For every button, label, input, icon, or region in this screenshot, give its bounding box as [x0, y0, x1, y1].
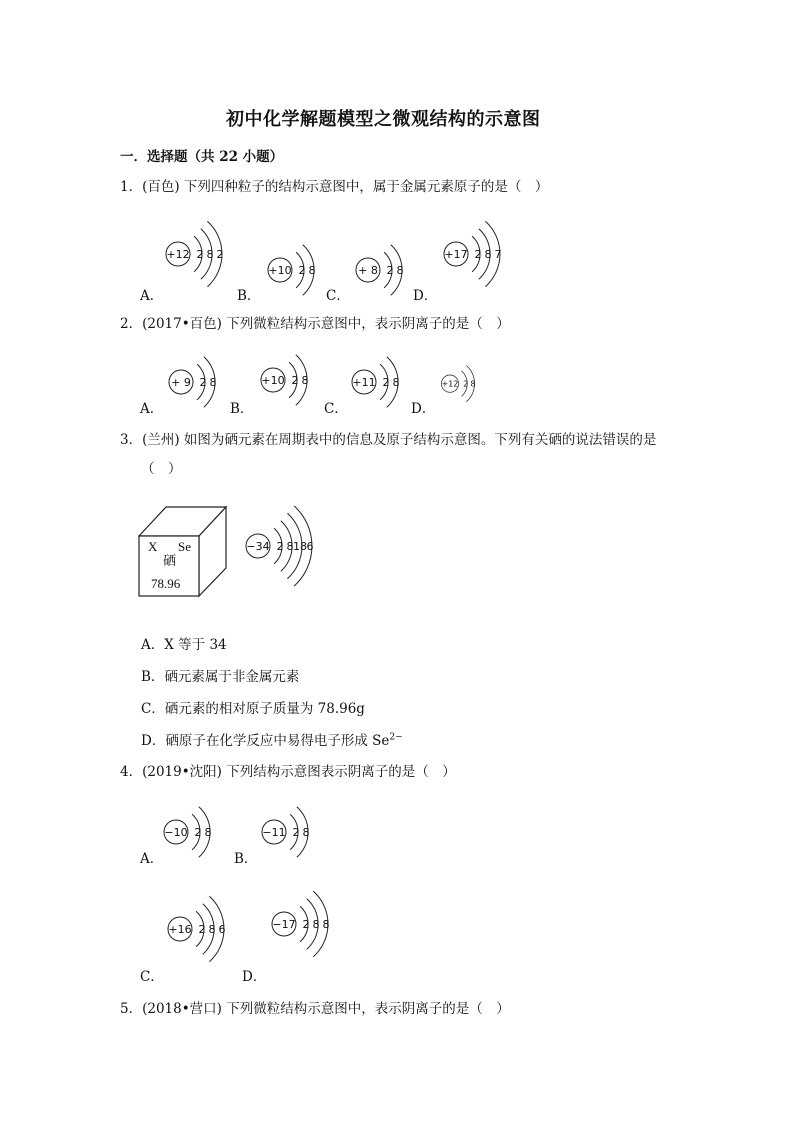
atom-diagram-q1-b	[262, 226, 328, 314]
option-q3-d-label: D．	[141, 733, 166, 749]
nucleus-charge: +12	[441, 379, 459, 389]
element-card-x-label: X	[148, 539, 158, 554]
atom-diagram-svg	[266, 876, 342, 972]
electron-count: 2	[382, 376, 390, 389]
option-label-q2-c: C．	[324, 401, 348, 417]
atom-diagram-svg	[346, 338, 412, 426]
section-heading: 一．选择题（共 22 小题）	[120, 149, 284, 165]
nucleus-charge: +10	[261, 374, 285, 387]
option-label-q1-c: C．	[326, 288, 350, 304]
electron-count: 6	[306, 540, 314, 553]
nucleus-charge: + 8	[358, 264, 378, 277]
nucleus-charge: −17	[272, 918, 296, 931]
electron-count: 2	[463, 379, 469, 389]
option-label-q4-c: C．	[140, 969, 164, 985]
electron-count: 2	[292, 826, 300, 839]
option-label-q1-a: A．	[140, 288, 164, 304]
atom-diagram-svg	[158, 788, 224, 876]
nucleus-charge: −34	[246, 540, 270, 553]
atom-diagram-svg	[240, 494, 326, 598]
nucleus-charge: −10	[164, 826, 188, 839]
atom-diagram-svg	[262, 226, 328, 314]
atom-diagram-q2-b	[255, 336, 321, 424]
electron-count: 2	[474, 248, 482, 261]
electron-count: 2	[291, 374, 299, 387]
atom-diagram-svg	[256, 788, 322, 876]
atom-diagram-svg	[162, 881, 238, 977]
option-q3-b-label: B．	[141, 669, 165, 685]
element-card-cube	[138, 506, 230, 598]
option-q3-b	[141, 665, 299, 685]
element-card-mass: 78.96	[151, 576, 181, 591]
electron-count: 8	[392, 376, 400, 389]
option-label-q1-b: B．	[237, 288, 261, 304]
electron-count: 2	[298, 264, 306, 277]
option-q3-c-text: 硒元素的相对原子质量为 78.96g	[164, 701, 365, 717]
electron-count: 8	[308, 264, 316, 277]
nucleus-charge: + 9	[171, 376, 191, 389]
option-q3-a	[141, 633, 227, 653]
atom-diagram-svg	[438, 206, 514, 302]
electron-count: 8	[312, 918, 320, 931]
electron-count: 8	[484, 248, 492, 261]
question-5-stem: 5．(2018•营口) 下列微粒结构示意图中，表示阴离子的是（ ）	[120, 1001, 510, 1017]
electron-count: 7	[494, 248, 502, 261]
atom-diagram-q2-d	[437, 352, 485, 415]
page-title: 初中化学解题模型之微观结构的示意图	[226, 109, 541, 130]
option-label-q2-a: A．	[140, 401, 164, 417]
option-label-q2-b: B．	[230, 401, 254, 417]
electron-count: 8	[286, 540, 294, 553]
element-card-name: 硒	[163, 553, 177, 568]
electron-count: 8	[204, 826, 212, 839]
question-2-stem: 2．(2017•百色) 下列微粒结构示意图中，表示阴离子的是（ ）	[120, 316, 510, 332]
nucleus-charge: +12	[166, 248, 190, 261]
electron-count: 2	[276, 540, 284, 553]
option-label-q2-d: D．	[411, 401, 436, 417]
question-1-stem: 1．(百色) 下列四种粒子的结构示意图中，属于金属元素原子的是（ ）	[120, 179, 549, 195]
option-q3-d	[141, 729, 403, 749]
nucleus-charge: +10	[268, 264, 292, 277]
atom-diagram-q1-d	[438, 206, 514, 302]
electron-count: 2	[216, 248, 224, 261]
atom-diagram-q4-c	[162, 881, 238, 977]
electron-count: 2	[386, 264, 394, 277]
option-q3-d-text: 硒原子在化学反应中易得电子形成 Se	[165, 733, 390, 749]
question-4-stem: 4．(2019•沈阳) 下列结构示意图表示阴离子的是（ ）	[120, 764, 456, 780]
atom-diagram-q4-a	[158, 788, 224, 876]
option-q3-a-text: X 等于 34	[164, 637, 227, 653]
electron-count: 8	[208, 923, 216, 936]
electron-count: 8	[470, 379, 476, 389]
atom-diagram-svg	[437, 352, 485, 415]
electron-count: 2	[198, 923, 206, 936]
option-label-q1-d: D．	[413, 288, 438, 304]
nucleus-charge: +11	[352, 376, 376, 389]
electron-count: 18	[293, 540, 307, 553]
electron-count: 2	[194, 826, 202, 839]
electron-count: 8	[209, 376, 217, 389]
electron-count: 8	[206, 248, 214, 261]
atom-diagram-q1-a	[160, 206, 236, 302]
atom-diagram-svg	[350, 226, 416, 314]
atom-diagram-q2-a	[163, 338, 229, 426]
atom-diagram-q3-selenium	[240, 494, 326, 598]
atom-diagram-q4-b	[256, 788, 322, 876]
electron-count: 8	[322, 918, 330, 931]
electron-count: 8	[301, 374, 309, 387]
question-3-stem: 3．(兰州) 如图为硒元素在周期表中的信息及原子结构示意图。下列有关硒的说法错误的是	[120, 432, 657, 448]
nucleus-charge: +17	[444, 248, 468, 261]
electron-count: 2	[302, 918, 310, 931]
atom-diagram-q2-c	[346, 338, 412, 426]
atom-diagram-svg	[255, 336, 321, 424]
atom-diagram-svg	[163, 338, 229, 426]
option-q3-d-superscript: 2−	[389, 732, 403, 743]
option-q3-b-text: 硒元素属于非金属元素	[164, 669, 300, 685]
atom-diagram-q1-c	[350, 226, 416, 314]
option-q3-a-label: A．	[141, 637, 165, 653]
electron-count: 6	[218, 923, 226, 936]
atom-diagram-q4-d	[266, 876, 342, 972]
option-label-q4-d: D．	[242, 969, 267, 985]
option-label-q4-a: A．	[140, 851, 164, 867]
option-q3-c	[141, 697, 365, 717]
atom-diagram-svg	[160, 206, 236, 302]
electron-count: 8	[302, 826, 310, 839]
nucleus-charge: −11	[262, 826, 286, 839]
question-3-stem-continued: （ ）	[141, 461, 182, 477]
electron-count: 2	[196, 248, 204, 261]
option-q3-c-label: C．	[141, 701, 165, 717]
option-label-q4-b: B．	[234, 851, 258, 867]
element-card-symbol: Se	[178, 539, 191, 554]
nucleus-charge: +16	[168, 923, 192, 936]
electron-count: 8	[396, 264, 404, 277]
electron-count: 2	[199, 376, 207, 389]
